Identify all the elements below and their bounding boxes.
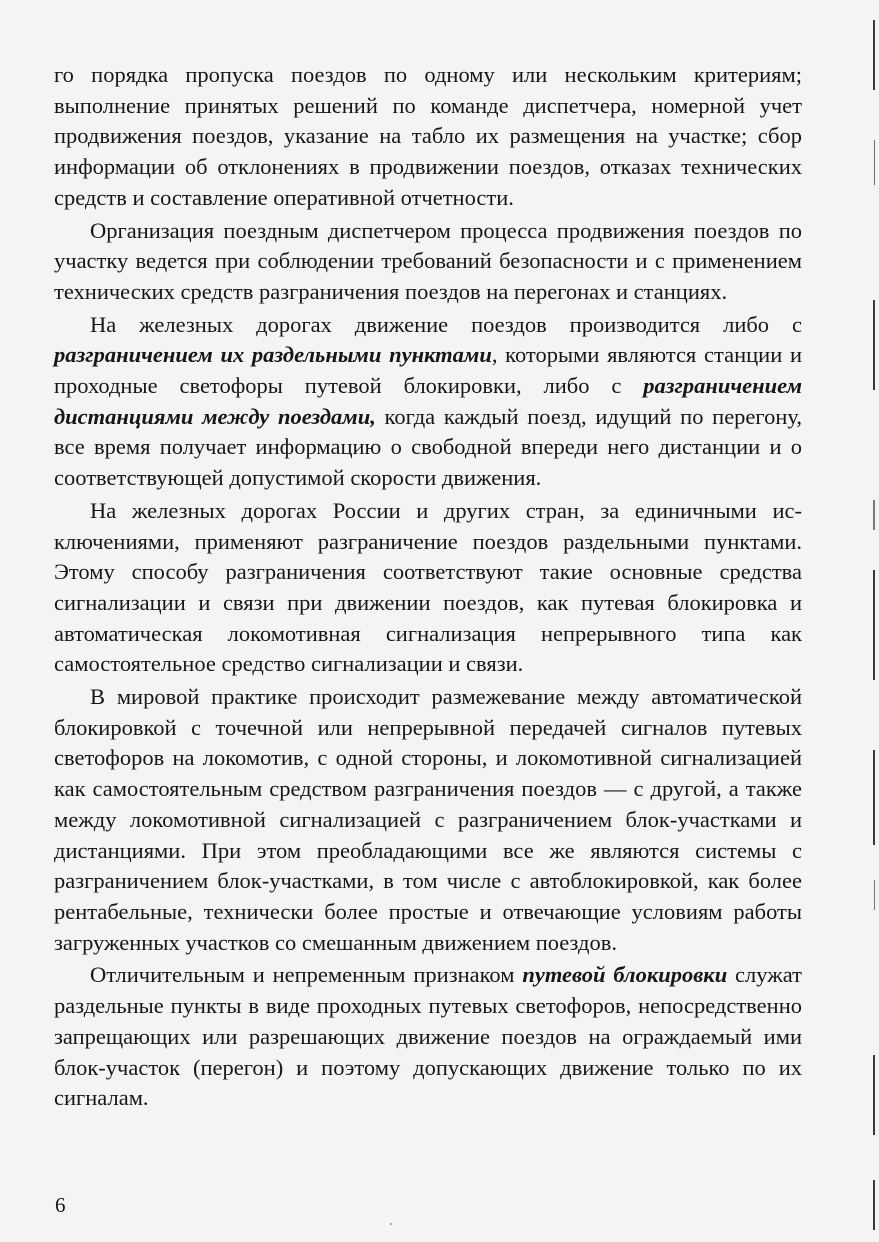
body-text (54, 60, 802, 1116)
emphasized-term: разграничением дистанциями между поездами, (54, 373, 802, 429)
scan-edge-mark (874, 140, 875, 185)
page-number: 6 (55, 1193, 66, 1217)
paragraph-1 (54, 60, 802, 214)
paragraph-6 (54, 960, 802, 1114)
scan-edge-mark (873, 1180, 875, 1230)
scan-edge-mark (873, 300, 875, 390)
paragraph-2 (54, 216, 802, 308)
text-segment: На железных дорогах России и других стран, за единичными исключениями, применяют разграничение поездов раздельными пунктами. Этому способу разграничения соответствуют такие основные средства сигнализации и связи при движении поездов, как путевая блокировка и автоматическая локомотивная сигнализация непрерывного типа как самостоятельное средство сигнализации и связи. (54, 497, 802, 677)
emphasized-term: разграничением их раздельными пунктами (54, 342, 492, 368)
scan-edge-mark (873, 20, 875, 90)
text-segment: Отличительным и непременным признаком (90, 962, 523, 988)
paragraph-3 (54, 310, 802, 494)
text-segment: когда каждый поезд, идущий по перегону, все время получает информацию о свободной впереди него дистанции и о соответствующей допустимой скорости движения. (54, 403, 802, 491)
paragraph-5 (54, 682, 802, 958)
paragraph-4 (54, 496, 802, 680)
scan-edge-mark (873, 570, 875, 680)
scan-edge-mark (874, 880, 875, 910)
scan-edge-mark (873, 750, 875, 845)
text-segment: го порядка пропуска поездов по одному или нескольким критериям; выполнение принятых решений по команде диспетчера, номерной учет продвижения поездов, указание на табло их размещения на участке; сбор информации об отклонениях в продвижении поездов, отказах технических средств и составление оперативной отчетности. (54, 62, 802, 210)
scan-edge-mark (873, 500, 875, 530)
text-segment: Организация поездным диспетчером процесса продвижения поездов по участку ведется при соблюдении требований безопасности и с применением технических средств разграничения поездов на перегонах и станциях. (54, 217, 802, 304)
emphasized-term: путевой блокировки (522, 962, 728, 988)
scan-speck (390, 1223, 392, 1225)
text-segment: На железных дорогах движение поездов производится либо с (90, 311, 802, 337)
text-segment: В мировой практике происходит размежевание между автоматической блокировкой с точечной или непрерывной передачей сигналов путевых светофоров на локомотив, с одной стороны, и локомотивной сигнализацией как самостоятельным средством разграничения поездов — с другой, а также между локомотивной сигнализацией с разграничением блок-участками и дистанциями. При этом преобладающими все же являются системы с разграничением блок-участками, в том числе с автоблокировкой, как более рентабельные, технически более простые и отвечающие условиям работы загруженных участков со смешанным движением поездов. (54, 684, 802, 955)
scan-edge-mark (873, 1055, 875, 1135)
text-segment: служат раздельные пункты в виде проходных путевых светофоров, непосредственно запрещающих или разрешающих движение поездов на ограждаемый ими блок-участок (перегон) и поэтому допускающих движение только по их сигналам. (54, 962, 803, 1111)
text-segment: , которыми являются станции и проходные светофоры путевой блокировки, либо с (54, 342, 802, 399)
